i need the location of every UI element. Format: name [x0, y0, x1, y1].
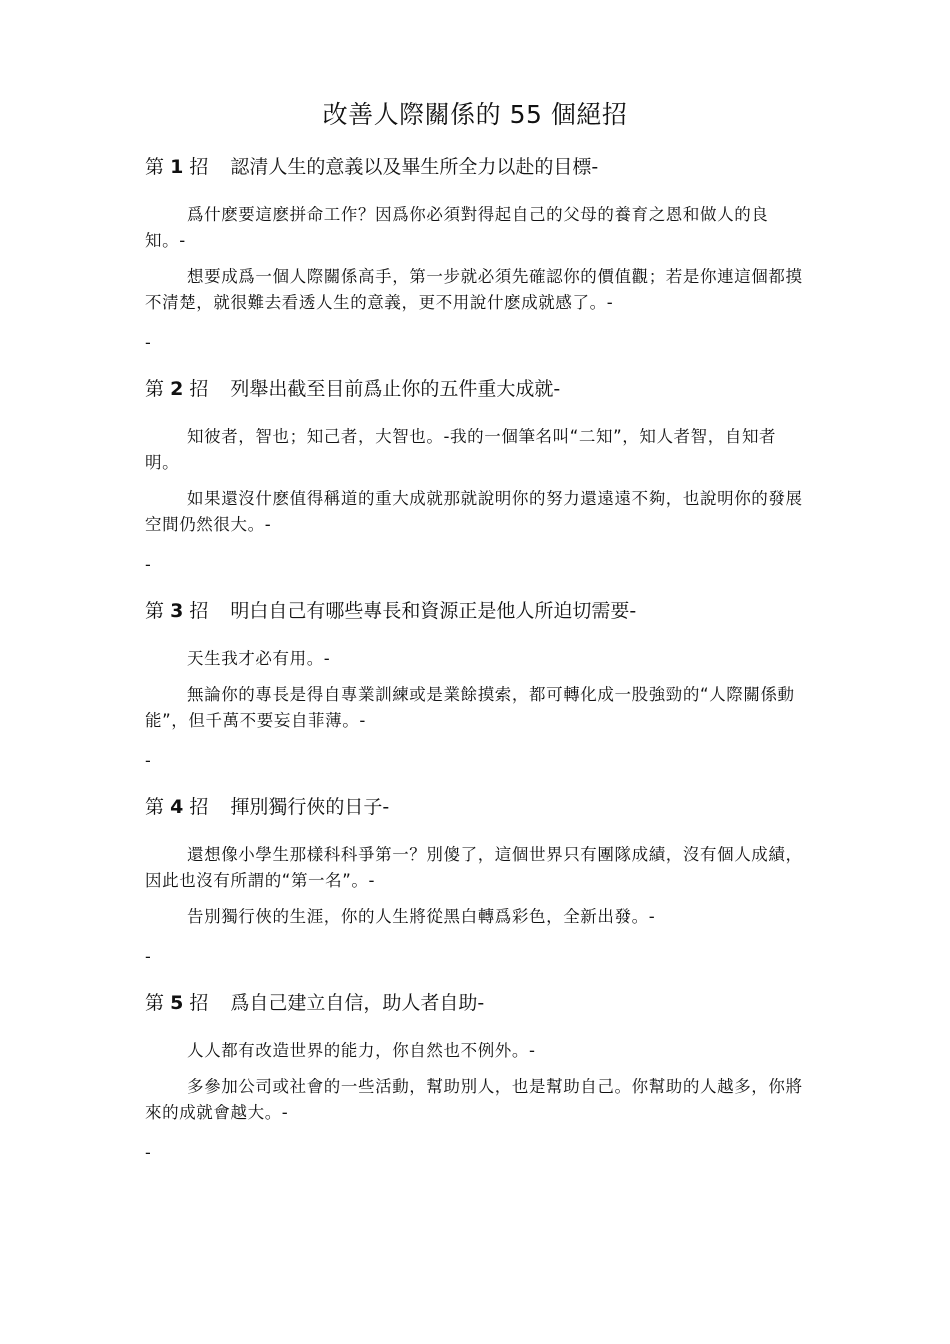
paragraph: 告別獨行俠的生涯，你的人生將從黑白轉爲彩色，全新出發。-: [187, 907, 656, 926]
section-1: [145, 154, 805, 376]
section-3: [145, 598, 805, 794]
section-heading: [145, 794, 805, 820]
paragraph: 人人都有改造世界的能力，你自然也不例外。-: [187, 1041, 536, 1060]
trailing-dash: -: [145, 751, 151, 770]
section-heading: [145, 154, 805, 180]
section-number: 1: [170, 156, 184, 178]
paragraph: 如果還沒什麽值得稱道的重大成就那就說明你的努力還遠遠不夠，也說明你的發展空間仍然很大。-: [145, 489, 803, 534]
paragraph: 爲什麽要這麽拼命工作？因爲你必須對得起自己的父母的養育之恩和做人的良知。-: [145, 205, 769, 250]
section-number: 5: [170, 992, 184, 1014]
document-page: [145, 98, 805, 1166]
paragraph: 想要成爲一個人際關係高手，第一步就必須先確認你的價值觀；若是你連這個都摸不清楚，就很難去看透人生的意義，更不用說什麽成就感了。-: [145, 267, 803, 312]
section-number: 2: [170, 378, 184, 400]
section-prefix: 第: [145, 378, 165, 400]
section-suffix: 招: [189, 600, 209, 622]
paragraph: 還想像小學生那樣科科爭第一？別傻了，這個世界只有團隊成績，沒有個人成績，因此也沒有所謂的“第一名”。-: [145, 845, 803, 890]
section-prefix: 第: [145, 156, 165, 178]
section-heading: [145, 598, 805, 624]
section-prefix: 第: [145, 600, 165, 622]
paragraph: 天生我才必有用。-: [187, 649, 331, 668]
paragraph: 無論你的專長是得自專業訓練或是業餘摸索，都可轉化成一股強勁的“人際關係動能”，但千萬不要妄自菲薄。-: [145, 685, 795, 730]
paragraph: 多參加公司或社會的一些活動，幫助別人，也是幫助自己。你幫助的人越多，你將來的成就會越大。-: [145, 1077, 803, 1122]
trailing-dash: -: [145, 947, 151, 966]
section-suffix: 招: [189, 992, 209, 1014]
paragraph: 知彼者，智也；知己者，大智也。-我的一個筆名叫“二知”，知人者智，自知者明。: [145, 427, 777, 472]
section-prefix: 第: [145, 796, 165, 818]
section-prefix: 第: [145, 992, 165, 1014]
section-suffix: 招: [189, 156, 209, 178]
section-4: [145, 794, 805, 990]
section-heading-text: 揮別獨行俠的日子-: [230, 796, 390, 818]
section-suffix: 招: [189, 796, 209, 818]
section-number: 3: [170, 600, 184, 622]
section-heading-text: 列舉出截至目前爲止你的五件重大成就-: [230, 378, 561, 400]
section-2: [145, 376, 805, 598]
document-title: 改善人際關係的 55 個絕招: [322, 100, 628, 129]
section-heading-text: 爲自己建立自信，助人者自助-: [230, 992, 485, 1014]
section-heading: [145, 990, 805, 1016]
section-heading: [145, 376, 805, 402]
section-suffix: 招: [189, 378, 209, 400]
trailing-dash: -: [145, 555, 151, 574]
section-heading-text: 認清人生的意義以及畢生所全力以赴的目標-: [230, 156, 599, 178]
section-heading-text: 明白自己有哪些專長和資源正是他人所迫切需要-: [230, 600, 637, 622]
trailing-dash: -: [145, 1143, 151, 1162]
section-number: 4: [170, 796, 184, 818]
trailing-dash: -: [145, 333, 151, 352]
section-5: [145, 990, 805, 1166]
